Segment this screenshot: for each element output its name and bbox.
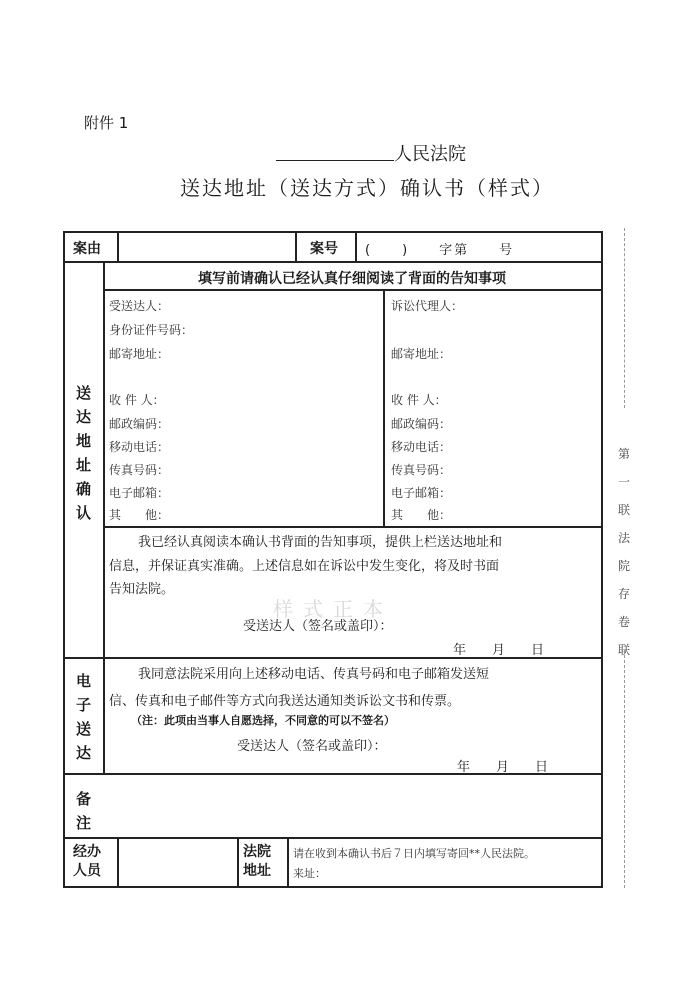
case-number-field[interactable]: ( ) 字第 号 (365, 243, 515, 258)
case-cause-label: 案由 (73, 241, 101, 257)
electronic-signature-date[interactable]: 年 月 日 (457, 760, 549, 775)
cut-line-top (624, 228, 625, 408)
address-signature-label[interactable]: 受送达人（签名或盖印）： (243, 619, 393, 634)
agent-postal-code-field[interactable]: 邮政编码： (391, 417, 452, 431)
agent-email-field[interactable]: 电子邮箱： (391, 486, 452, 500)
case-number-label: 案号 (310, 241, 338, 257)
attachment-label: 附件 1 (84, 114, 129, 132)
remarks-field[interactable] (107, 777, 597, 833)
return-instruction-line-1: 请在收到本确认书后７日内填写寄回**人民法院。 (293, 847, 535, 860)
electronic-statement-line-1: 我同意法院采用向上述移动电话、传真号码和电子邮箱发送短 (138, 667, 490, 682)
addressee-field[interactable]: 收 件 人： (109, 393, 165, 407)
address-signature-date[interactable]: 年 月 日 (453, 643, 545, 658)
court-name-blank[interactable] (276, 138, 394, 161)
sample-watermark: 样式正本 (273, 597, 393, 621)
agent-mailing-address-field[interactable]: 邮寄地址： (391, 347, 452, 361)
electronic-signature-label[interactable]: 受送达人（签名或盖印）： (237, 739, 387, 754)
form-title: 送达地址（送达方式）确认书（样式） (180, 176, 554, 200)
mailing-address-field[interactable]: 邮寄地址： (109, 347, 170, 361)
address-statement-line-3: 告知法院。 (109, 582, 175, 597)
address-statement-line-2: 信息，并保证真实准确。上述信息如在诉讼中发生变化，将及时书面 (109, 559, 500, 574)
agent-fax-number-field[interactable]: 传真号码： (391, 463, 452, 477)
address-statement-line-1: 我已经认真阅读本确认书背面的告知事项，提供上栏送达地址和 (138, 535, 503, 550)
cut-line-bottom (624, 650, 625, 888)
case-cause-field[interactable] (121, 235, 291, 259)
copy-designation-label: 第一联 法院存卷联 (617, 447, 643, 657)
address-section-label: 送达地址确认 (76, 384, 92, 522)
electronic-section-label: 电子送达 (76, 672, 92, 762)
id-number-field[interactable]: 身份证件号码： (109, 323, 194, 337)
handler-label: 经办人员 (73, 844, 101, 879)
mobile-phone-field[interactable]: 移动电话： (109, 440, 170, 454)
postal-code-field[interactable]: 邮政编码： (109, 417, 170, 431)
return-instruction-line-2: 来址： (293, 867, 326, 880)
email-field[interactable]: 电子邮箱： (109, 486, 170, 500)
electronic-optional-note: （注：此项由当事人自愿选择，不同意的可以不签名） (131, 714, 395, 727)
notice-text: 填写前请确认已经认真仔细阅读了背面的告知事项 (198, 271, 506, 287)
court-name-suffix: 人民法院 (394, 144, 466, 165)
remarks-label: 备注 (76, 790, 92, 832)
electronic-statement-line-2: 信、传真和电子邮件等方式向我送达通知类诉讼文书和传票。 (109, 694, 461, 709)
agent-field[interactable]: 诉讼代理人： (391, 299, 464, 313)
agent-mobile-phone-field[interactable]: 移动电话： (391, 440, 452, 454)
agent-addressee-field[interactable]: 收 件 人： (391, 393, 447, 407)
other-field[interactable]: 其 他： (109, 508, 170, 522)
court-address-label: 法院地址 (243, 844, 271, 879)
fax-number-field[interactable]: 传真号码： (109, 463, 170, 477)
handler-field[interactable] (121, 841, 233, 883)
confirmation-form (63, 231, 603, 888)
recipient-field[interactable]: 受送达人： (109, 299, 170, 313)
agent-other-field[interactable]: 其 他： (391, 508, 452, 522)
